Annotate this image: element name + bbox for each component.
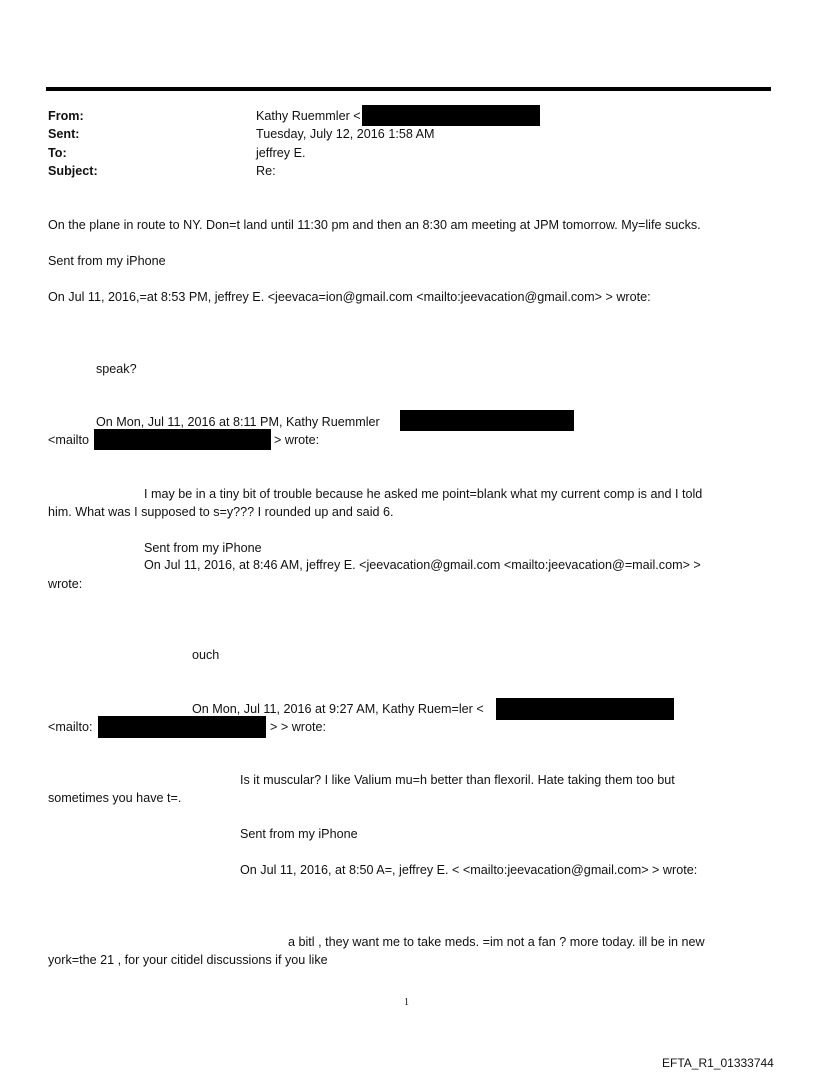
body-line: Sent from my iPhone <box>144 541 262 555</box>
body-line: On Jul 11, 2016, at 8:50 A=, jeffrey E. < <mailto:jeevacation@gmail.com> > wrote: <box>240 863 698 877</box>
subject-label: Subject: <box>48 164 98 178</box>
body-line: <mailto: <box>48 720 93 734</box>
body-line: ouch <box>192 648 220 662</box>
to-label: To: <box>48 146 67 160</box>
redaction-block <box>98 716 266 738</box>
header-rule <box>46 87 771 91</box>
sent-value: Tuesday, July 12, 2016 1:58 AM <box>256 127 435 141</box>
from-value: Kathy Ruemmler < <box>256 109 361 123</box>
body-line: On Mon, Jul 11, 2016 at 9:27 AM, Kathy Ruem=ler < <box>192 702 484 716</box>
body-line: Sent from my iPhone <box>240 827 358 841</box>
bates-number: EFTA_R1_01333744 <box>662 1056 774 1070</box>
from-label: From: <box>48 109 84 123</box>
body-line: > > wrote: <box>270 720 327 734</box>
body-line: On the plane in route to NY. Don=t land until 11:30 pm and then an 8:30 am meeting at JPM tomorrow. My=life sucks. <box>48 218 701 232</box>
redaction-block <box>496 698 674 720</box>
page-number: 1 <box>404 997 409 1008</box>
body-line: a bitl , they want me to take meds. =im not a fan ? more today. ill be in new <box>288 935 705 949</box>
body-line: Is it muscular? I like Valium mu=h better than flexoril. Hate taking them too but <box>240 773 675 787</box>
body-line: <mailto <box>48 433 89 447</box>
body-line: wrote: <box>48 577 83 591</box>
to-value: jeffrey E. <box>256 146 306 160</box>
body-line: On Jul 11, 2016,=at 8:53 PM, jeffrey E. <jeevaca=ion@gmail.com <mailto:jeevacation@gmail.com> > wrote: <box>48 290 651 304</box>
sent-label: Sent: <box>48 127 80 141</box>
redaction-block <box>400 410 574 431</box>
body-line: speak? <box>96 362 137 376</box>
body-line: On Mon, Jul 11, 2016 at 8:11 PM, Kathy Ruemmler <box>96 415 380 429</box>
body-line: sometimes you have t=. <box>48 791 182 805</box>
body-line: him. What was I supposed to s=y??? I rounded up and said 6. <box>48 505 394 519</box>
body-line: > wrote: <box>274 433 320 447</box>
subject-value: Re: <box>256 164 276 178</box>
body-line: I may be in a tiny bit of trouble because he asked me point=blank what my current comp is and I told <box>144 487 703 501</box>
body-line: Sent from my iPhone <box>48 254 166 268</box>
redaction-block <box>362 105 540 126</box>
body-line: york=the 21 , for your citidel discussions if you like <box>48 953 328 967</box>
redaction-block <box>94 429 271 450</box>
body-line: On Jul 11, 2016, at 8:46 AM, jeffrey E. <jeevacation@gmail.com <mailto:jeevacation@=mail.com> > <box>144 558 701 572</box>
